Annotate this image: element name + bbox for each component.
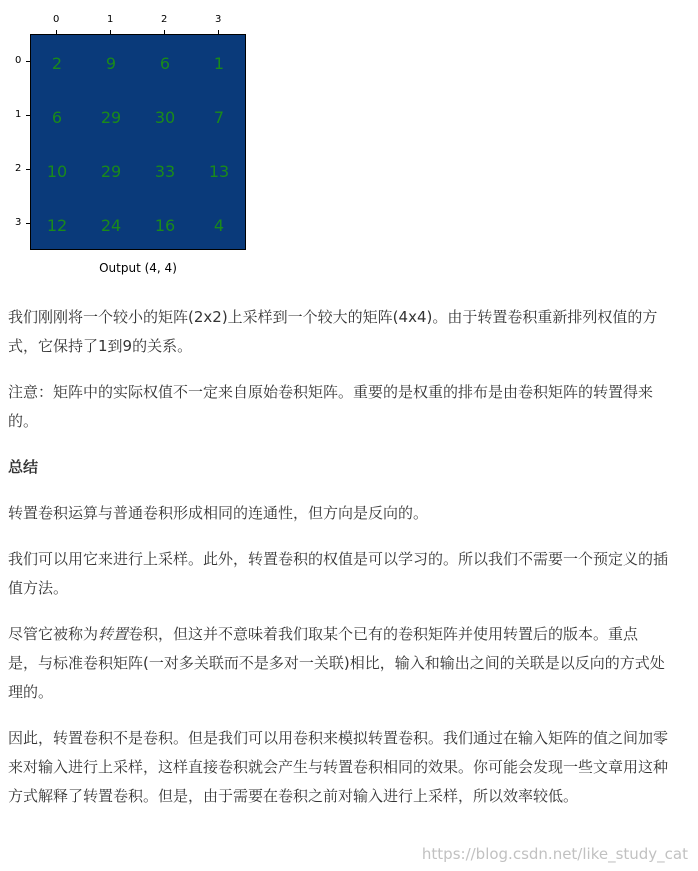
matrix-cell: 7: [213, 107, 225, 127]
matrix-cell: 12: [46, 215, 68, 235]
col-tick-3: 3: [215, 14, 222, 25]
matrix-cell: 1: [213, 53, 225, 73]
row-tick-2: 2: [15, 163, 22, 174]
matrix-cell: 13: [208, 161, 230, 181]
col-tick-1: 1: [107, 14, 114, 25]
col-tick-2: 2: [161, 14, 168, 25]
paragraph-conclusion: 因此，转置卷积不是卷积。但是我们可以用卷积来模拟转置卷积。我们通过在输入矩阵的值之间加零来对输入进行上采样，这样直接卷积就会产生与转置卷积相同的效果。你可能会发现一些文章用这种方式解释了转置卷积。但是，由于需要在卷积之前对输入进行上采样，所以效率较低。: [8, 729, 669, 805]
section-heading-summary: 总结: [8, 458, 39, 476]
paragraph-naming-start: 尽管它被称为: [8, 625, 99, 643]
matrix-cell: 4: [213, 215, 225, 235]
article-body: [8, 303, 668, 828]
matrix-cell: 33: [154, 161, 176, 181]
matrix-cell: 29: [100, 107, 122, 127]
matrix-cell: 24: [100, 215, 122, 235]
matrix-cell: 30: [154, 107, 176, 127]
paragraph-connectivity: 转置卷积运算与普通卷积形成相同的连通性，但方向是反向的。: [8, 504, 429, 522]
emphasis-transpose: 转置: [98, 625, 129, 643]
figure-caption: Output (4, 4): [99, 261, 177, 275]
matrix-cell: 29: [100, 161, 122, 181]
matrix-cell: 10: [46, 161, 68, 181]
csdn-watermark: https://blog.csdn.net/like_study_cat: [421, 845, 688, 863]
row-tick-3: 3: [15, 217, 22, 228]
output-matrix: [30, 34, 246, 250]
col-tick-0: 0: [53, 14, 60, 25]
matrix-cell: 16: [154, 215, 176, 235]
paragraph-note: 注意：矩阵中的实际权值不一定来自原始卷积矩阵。重要的是权重的排布是由卷积矩阵的转置得来的。: [8, 383, 654, 430]
paragraph-upsampling: 我们刚刚将一个较小的矩阵(2x2)上采样到一个较大的矩阵(4x4)。由于转置卷积重新排列权值的方式，它保持了1到9的关系。: [8, 308, 658, 355]
paragraph-learnable: 我们可以用它来进行上采样。此外，转置卷积的权值是可以学习的。所以我们不需要一个预定义的插值方法。: [8, 550, 669, 597]
row-tick-1: 1: [15, 109, 22, 120]
matrix-cell: 9: [105, 53, 117, 73]
row-tick-0: 0: [15, 55, 22, 66]
matrix-cell: 6: [51, 107, 63, 127]
paragraph-naming-end: 卷积，但这并不意味着我们取某个已有的卷积矩阵并使用转置后的版本。重点是，与标准卷积矩阵(一对多关联而不是多对一关联)相比，输入和输出之间的关联是以反向的方式处理的。: [8, 625, 665, 701]
paragraph-naming: [8, 620, 668, 707]
matrix-cell: 2: [51, 53, 63, 73]
matrix-figure: [0, 0, 260, 285]
matrix-cell: 6: [159, 53, 171, 73]
